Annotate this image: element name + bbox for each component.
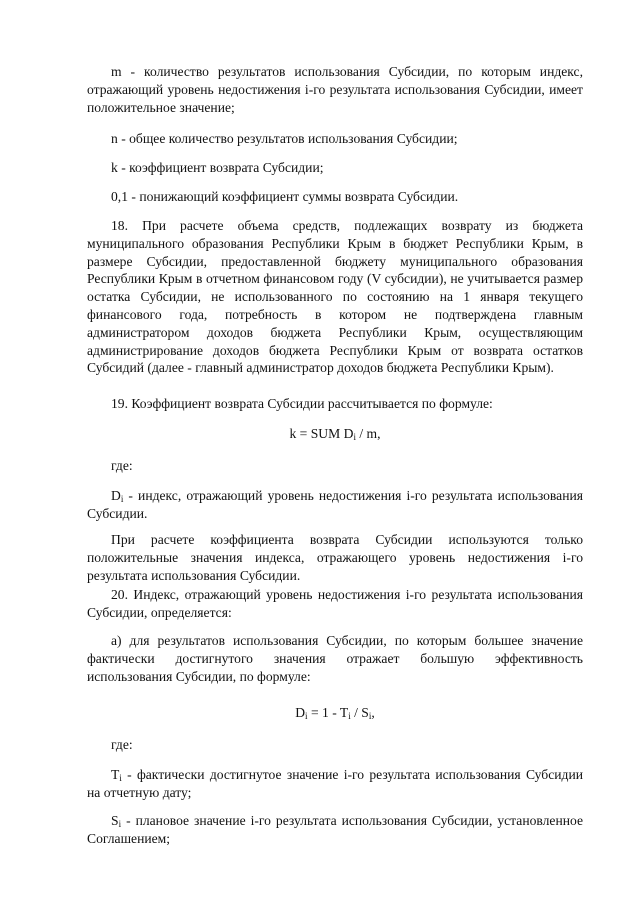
k-definition: k - коэффициент возврата Субсидии; — [111, 160, 324, 175]
di-definition-text: - индекс, отражающий уровень недостижения i-го результата использования Субсидии. — [87, 488, 583, 521]
item-20-paragraph: 20. Индекс, отражающий уровень недостижения i-го результата использования Субсидии, определяется: — [87, 587, 583, 620]
item-20a-paragraph: а) для результатов использования Субсидии, по которым большее значение фактически достигнутого значения отражает большую эффективность использования Субсидии, по формуле: — [87, 633, 583, 684]
di-symbol-sub: i — [120, 494, 124, 504]
formula-k — [87, 425, 583, 443]
formula-di-slash: / S — [350, 705, 369, 720]
si-definition-text: - плановое значение i-го результата использования Субсидии, установленное Соглашением; — [87, 813, 583, 846]
where-label-1: где: — [111, 458, 133, 473]
di-definition — [87, 487, 583, 523]
where-label-2: где: — [111, 737, 133, 752]
n-definition: n - общее количество результатов использования Субсидии; — [111, 131, 458, 146]
ti-symbol-sub: i — [119, 773, 122, 783]
ti-definition-text: - фактически достигнутое значение i-го результата использования Субсидии на отчетную дату; — [87, 767, 583, 800]
ti-definition — [87, 766, 583, 802]
item-18-paragraph: 18. При расчете объема средств, подлежащих возврату из бюджета муниципального образования Республики Крым в бюджет Республики Крым, в размере Субсидии, предоставленной бюджету муниципального образования Республики Крым в отчетном финансовом году (V субсидии), не учитывается размер остатка Субсидии, не использованного по состоянию на 1 января текущего финансового года, потребность в котором не подтверждена главным администратором доходов бюджета Республики Крым, осуществляющим администрирование доходов бюджета Республики Крым от возврата остатков Субсидий (далее - главный администратор доходов бюджета Республики Крым). — [87, 218, 583, 376]
positive-values-note: При расчете коэффициента возврата Субсидии используются только положительные значения индекса, отражающего уровень недостижения i-го результата использования Субсидии. — [87, 532, 583, 583]
m-definition: m - количество результатов использования Субсидии, по которым индекс, отражающий уровень недостижения i-го результата использования Субсидии, имеет положительное значение; — [87, 64, 583, 115]
formula-di-t-sub: i — [348, 711, 351, 721]
ti-symbol: T — [111, 767, 120, 782]
formula-di — [87, 704, 583, 722]
formula-di-d-sub: i — [305, 711, 308, 721]
coefficient-definition: 0,1 - понижающий коэффициент суммы возврата Субсидии. — [111, 189, 459, 204]
si-symbol: S — [111, 813, 119, 828]
di-symbol: D — [111, 488, 121, 503]
formula-k-sub: i — [353, 432, 356, 442]
formula-di-mid: = 1 - T — [307, 705, 349, 720]
formula-di-s-sub: i — [368, 711, 372, 721]
si-symbol-sub: i — [118, 819, 122, 829]
si-definition — [87, 812, 583, 848]
formula-k-lhs: k = SUM D — [289, 426, 354, 441]
item-19-paragraph: 19. Коэффициент возврата Субсидии рассчитывается по формуле: — [111, 396, 493, 411]
formula-di-end: , — [371, 705, 375, 720]
formula-di-d: D — [295, 705, 306, 720]
formula-k-rhs: / m, — [355, 426, 381, 441]
